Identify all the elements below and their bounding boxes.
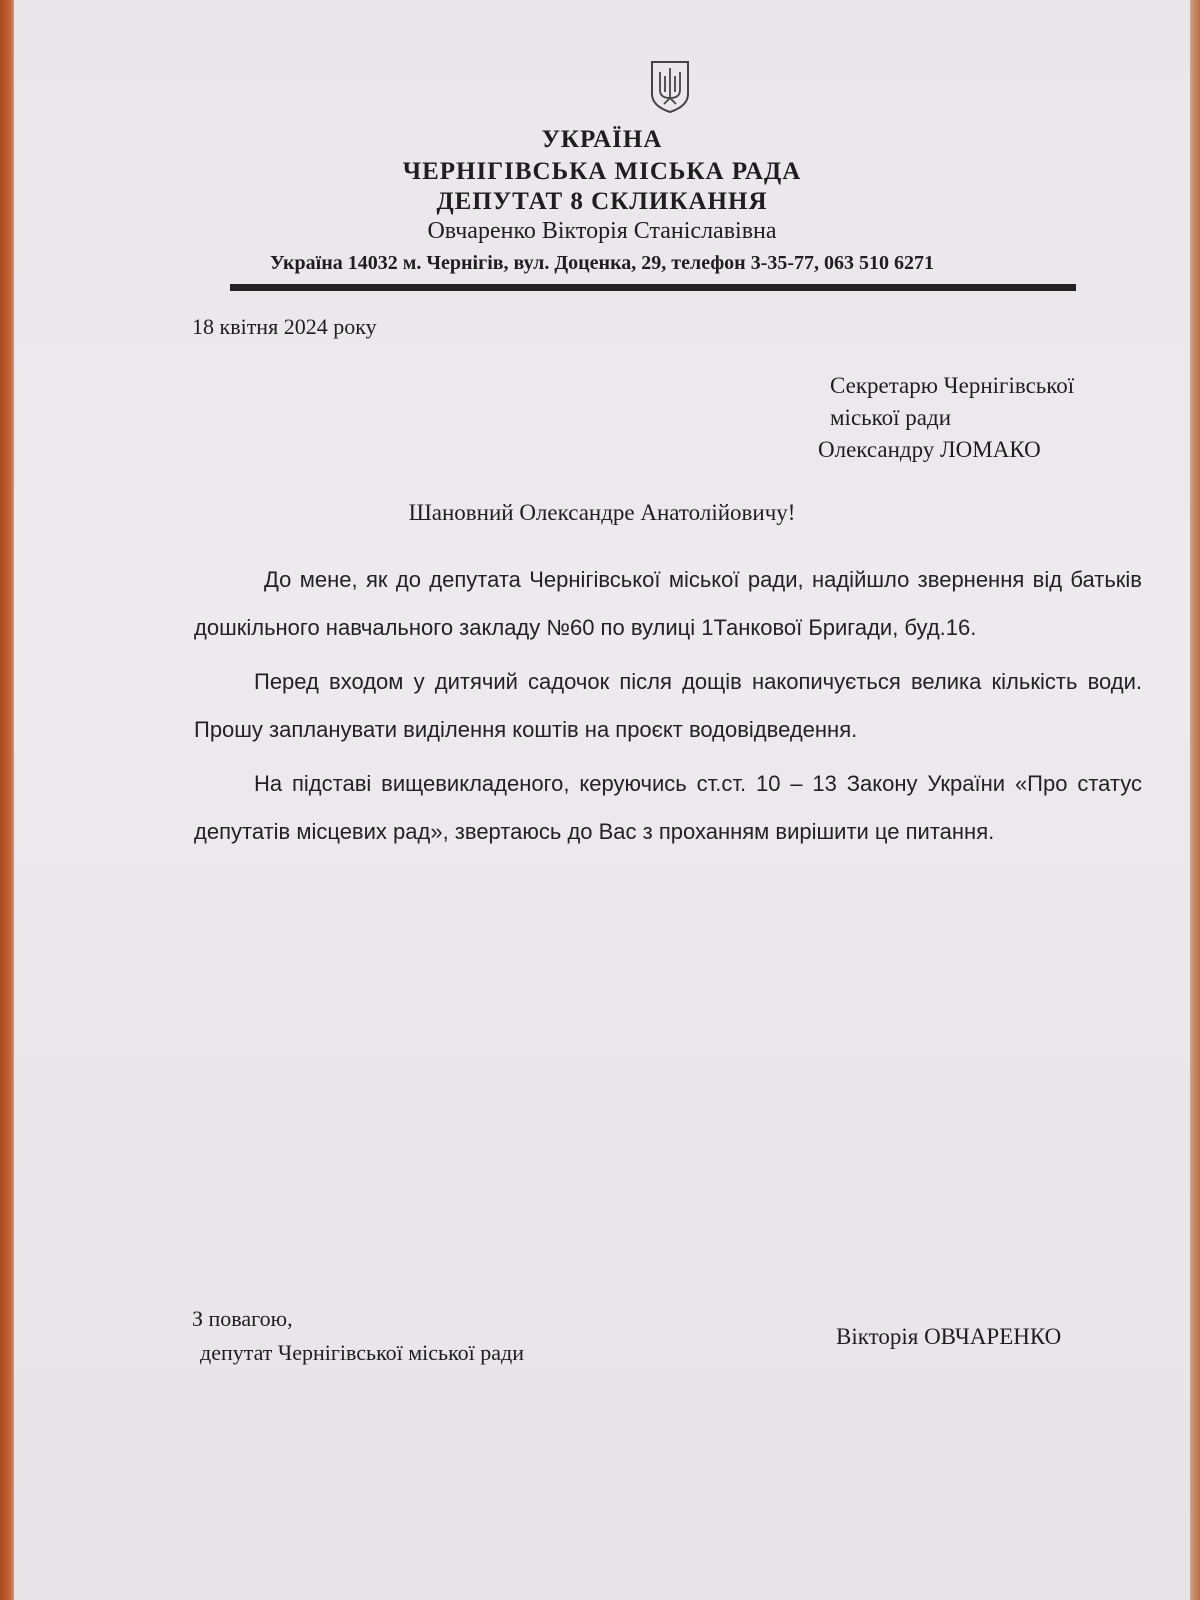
letterhead-position: ДЕПУТАТ 8 СКЛИКАННЯ [436, 188, 768, 215]
body-paragraph-3: На підставі вищевикладеного, керуючись ст.ст. 10 – 13 Закону України «Про статус депутатів місцевих рад», звертаюсь до Вас з проханням вирішити це питання. [194, 771, 1142, 844]
body-paragraph-2: Перед входом у дитячий садочок після дощів накопичується велика кількість води. Прошу запланувати виділення коштів на проєкт водовідведення. [194, 669, 1142, 742]
closing-regards: З повагою, [192, 1306, 293, 1331]
recipient-block [818, 370, 1074, 466]
letterhead-council: ЧЕРНІГІВСЬКА МІСЬКА РАДА [402, 158, 802, 185]
letter-sheet [14, 0, 1190, 1600]
letter-body [194, 556, 1142, 862]
recipient-line-3: Олександру ЛОМАКО [818, 437, 1041, 462]
signature-name: Вікторія ОВЧАРЕНКО [836, 1324, 1062, 1349]
letterhead-deputy-name: Овчаренко Вікторія Станіславівна [427, 218, 777, 244]
letterhead-divider [230, 284, 1076, 291]
recipient-line-2: міської ради [830, 405, 952, 430]
body-paragraph-1: До мене, як до депутата Чернігівської міської ради, надійшло звернення від батьків дошкільного навчального закладу №60 по вулиці 1Танкової Бригади, буд.16. [194, 567, 1142, 640]
trident-emblem-icon [648, 58, 692, 114]
closing-title: депутат Чернігівської міської ради [200, 1340, 524, 1365]
letterhead-address: Україна 14032 м. Чернігів, вул. Доценка, 29, телефон 3-35-77, 063 510 6271 [269, 252, 935, 274]
letterhead-country: УКРАЇНА [541, 126, 663, 153]
closing-block [192, 1302, 524, 1370]
greeting: Шановний Олександре Анатолійовичу! [408, 500, 796, 525]
letter-date: 18 квітня 2024 року [192, 314, 377, 339]
recipient-line-1: Секретарю Чернігівської [830, 373, 1075, 398]
